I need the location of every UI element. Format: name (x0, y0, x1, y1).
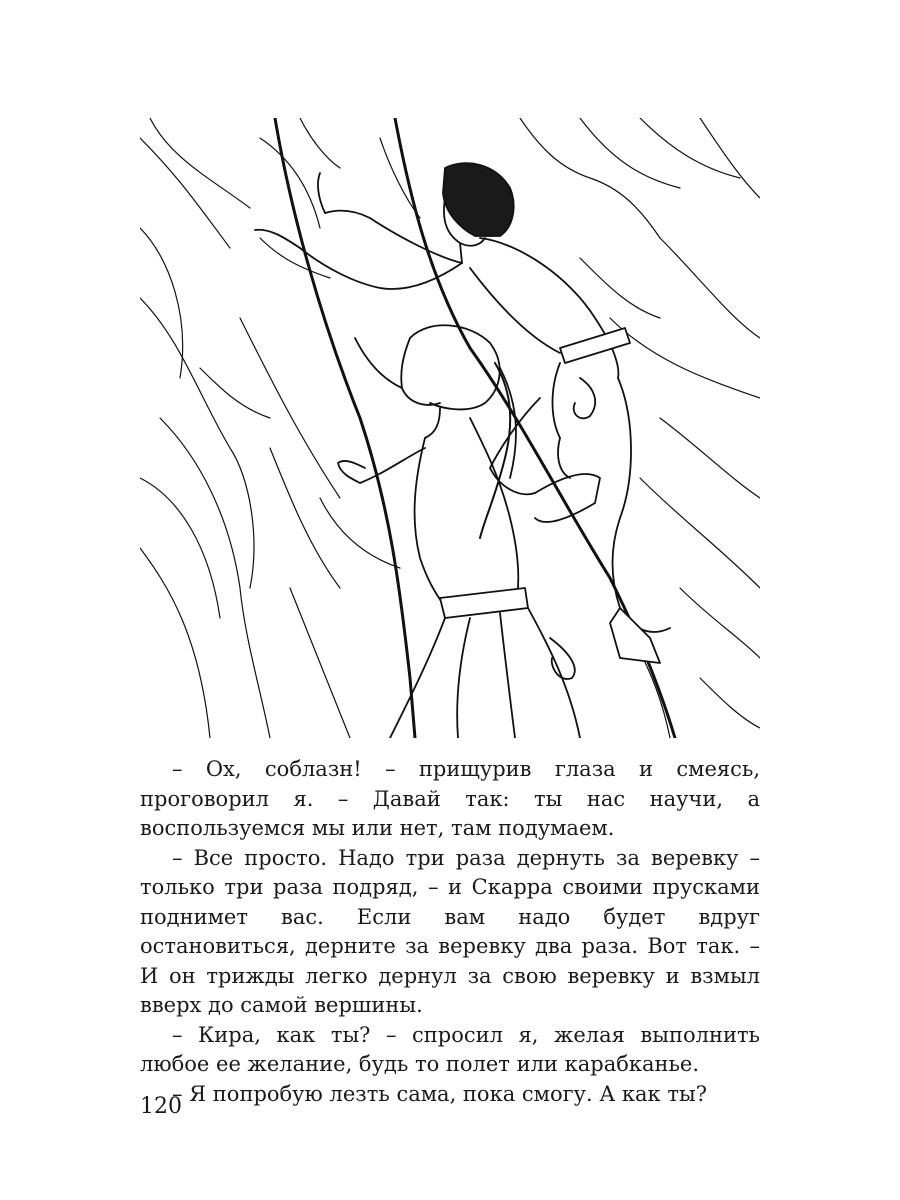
top-climber (255, 163, 670, 663)
paragraph: – Кира, как ты? – спросил я, желая выполнить любое ее желание, будь то полет или карабканье. (140, 1022, 760, 1076)
paragraph: – Все просто. Надо три раза дернуть за веревку – только три раза подряд, – и Скарра своими прусками поднимет вас. Если вам надо будет вдруг остановиться, дерните за веревку два раза. Вот так. – И он трижды легко дернул за свою веревку и взмыл вверх до самой вершины. (140, 845, 760, 1017)
body-text (140, 755, 760, 1109)
lower-climber (338, 325, 580, 738)
page-number: 120 (140, 1094, 182, 1119)
paragraph: – Я попробую лезть сама, пока смогу. А как ты? (172, 1081, 707, 1106)
paragraph: – Ох, соблазн! – прищурив глаза и смеясь, проговорил я. – Давай так: ты нас научи, а воспользуемся мы или нет, там подумаем. (140, 757, 760, 840)
climbers-illustration (140, 118, 760, 738)
